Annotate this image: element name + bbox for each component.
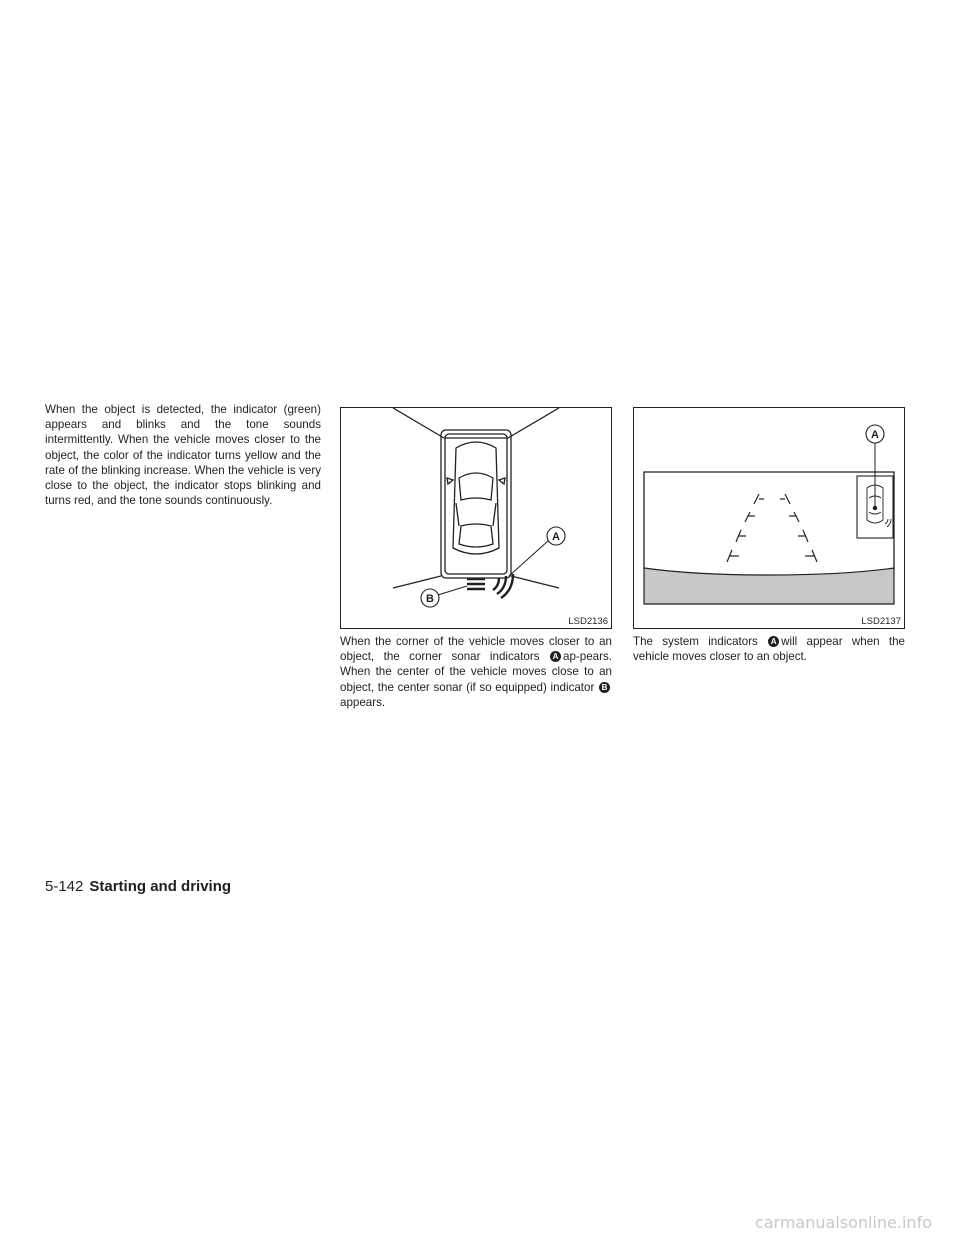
marker-a-icon: A: [768, 636, 779, 647]
figure1-label-a: A: [552, 531, 560, 543]
vehicle-top-view-illustration: [341, 408, 611, 628]
watermark: carmanualsonline.info: [754, 1213, 932, 1232]
paragraph-indicator-detection: When the object is detected, the indicator (green) appears and blinks and the tone sounds intermittently. When the vehicle moves closer to the object, the color of the indicator turns yellow and the rate of the blinking increase. When the vehicle is very close to the object, the indicator stops blinking and turns red, and the tone sounds continuously.: [45, 403, 321, 508]
marker-b-icon: B: [599, 682, 610, 693]
chapter-title: Starting and driving: [89, 878, 232, 895]
figure-top-view-sonar: [340, 407, 612, 629]
figure1-label-b: B: [426, 593, 434, 605]
figure-rear-view-screen: [633, 407, 905, 629]
page-number: 5-142: [45, 878, 84, 895]
paragraph-system-indicators: [633, 634, 905, 664]
figure2-code: LSD2137: [861, 616, 901, 627]
text-segment: ap-pears. When the center of the vehicle moves close to an object, the center sonar (if so equipped) indicator: [340, 650, 612, 694]
figure2-label-a: A: [871, 429, 879, 441]
page-footer: [45, 878, 231, 895]
rear-view-screen-illustration: [634, 408, 904, 628]
text-segment: When the corner of the vehicle moves closer to an object, the corner sonar indicators: [340, 635, 612, 664]
text-segment: will appear when the vehicle moves closer to an object.: [633, 635, 905, 664]
marker-a-icon: A: [550, 651, 561, 662]
text-segment: appears.: [340, 695, 386, 709]
paragraph-corner-center-sonar: [340, 634, 612, 710]
figure1-code: LSD2136: [568, 616, 608, 627]
text-segment: The system indicators: [633, 635, 758, 648]
